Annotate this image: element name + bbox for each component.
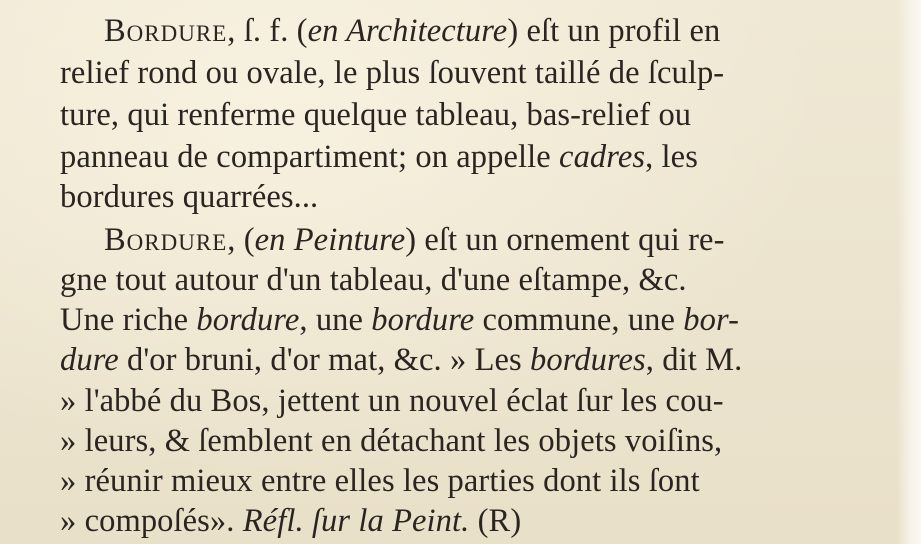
entry-bordure-peinture-line-2: gne tout autour d'un tableau, d'une eſtampe, &c. — [60, 262, 687, 298]
entry-bordure-architecture-line-1: Bordure, ſ. f. (en Architecture) eſt un profil en — [104, 13, 721, 49]
entry-bordure-peinture-line-6: » leurs, & ſemblent en détachant les objets voiſins, — [60, 423, 723, 459]
headword: Bordure — [104, 222, 228, 258]
entry-bordure-peinture-line-5: » l'abbé du Bos, jettent un nouvel éclat ſur les cou- — [60, 383, 724, 419]
entry-bordure-architecture-line-5: bordures quarrées... — [60, 179, 319, 215]
headword: Bordure — [104, 13, 228, 49]
entry-bordure-peinture-line-8: » compoſés». Réfl. ſur la Peint. (R) — [60, 503, 522, 539]
domain-label: en Architecture — [307, 13, 508, 49]
entry-bordure-peinture-line-1: Bordure, (en Peinture) eſt un ornement qui re- — [104, 222, 725, 258]
entry-bordure-architecture-line-4: panneau de compartiment; on appelle cadres, les — [60, 139, 698, 175]
entry-bordure-architecture-line-3: ture, qui renferme quelque tableau, bas-relief ou — [60, 97, 692, 133]
entry-bordure-peinture-line-3: Une riche bordure, une bordure commune, une bor- — [60, 302, 740, 338]
entry-bordure-peinture-line-7: » réunir mieux entre elles les parties dont ils ſont — [60, 463, 700, 499]
entry-bordure-architecture-line-2: relief rond ou ovale, le plus ſouvent taillé de ſculp- — [60, 55, 725, 91]
entry-bordure-peinture-line-4: dure d'or bruni, d'or mat, &c. » Les bordures, dit M. — [60, 342, 743, 378]
page-edge — [897, 0, 921, 544]
domain-label: en Peinture — [254, 222, 406, 258]
